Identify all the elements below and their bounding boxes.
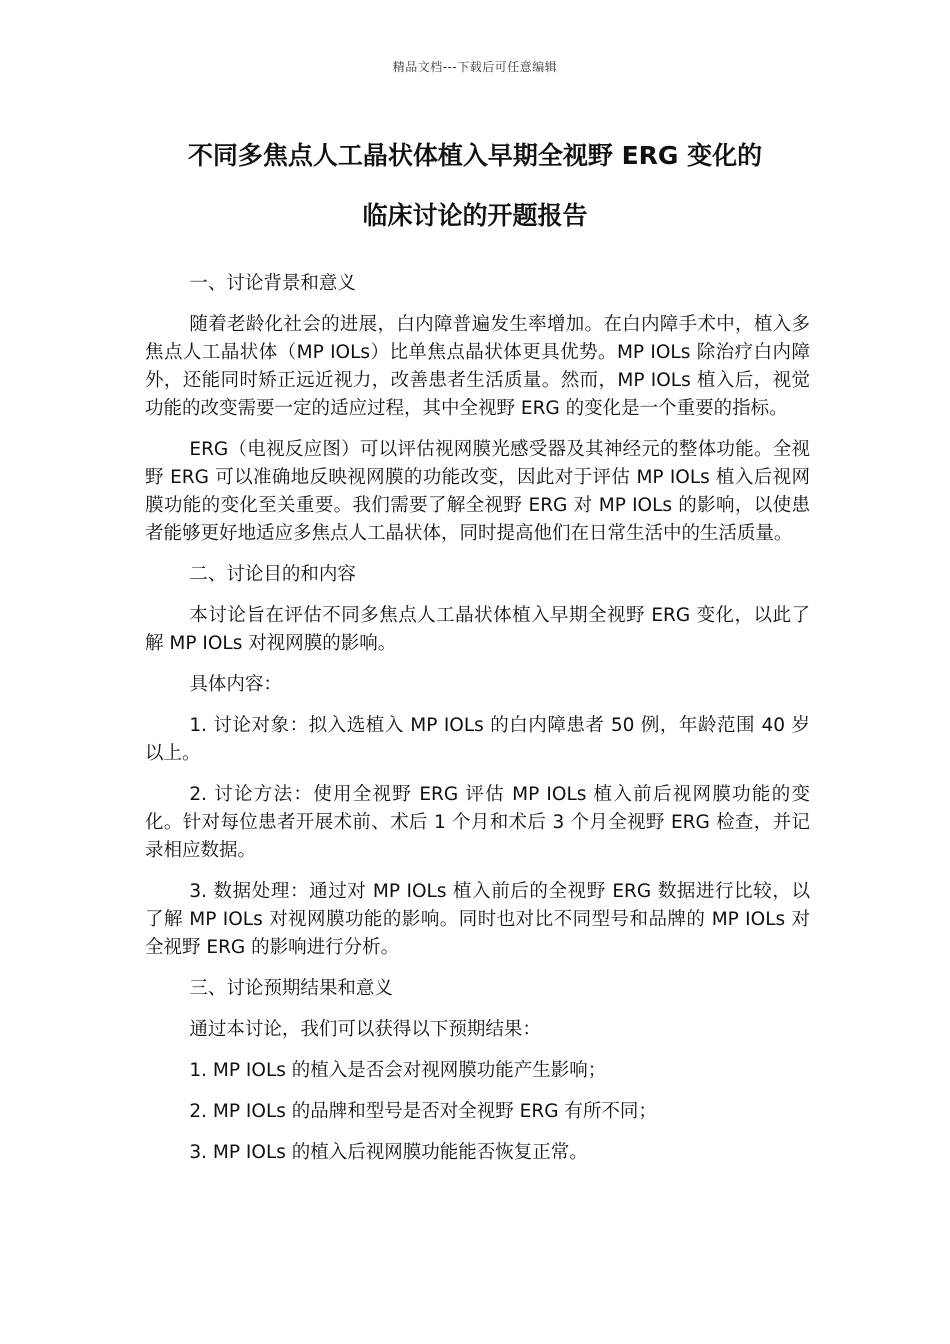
list-item-result-1: 1. MP IOLs 的植入是否会对视网膜功能产生影响； xyxy=(189,1060,607,1081)
list-item-methods: 2. 讨论方法：使用全视野 ERG 评估 MP IOLs 植入前后视网膜功能的变化。针对每位患者开展术前、术后 1 个月和术后 3 个月全视野 ERG 检查，并记录相应数据。 xyxy=(145,784,810,861)
list-item-result-2: 2. MP IOLs 的品牌和型号是否对全视野 ERG 有所不同； xyxy=(189,1101,657,1122)
document-body xyxy=(145,270,810,1180)
section-heading-purpose: 二、讨论目的和内容 xyxy=(189,564,356,585)
paragraph-specific-content: 具体内容： xyxy=(189,674,282,695)
paragraph-expected-intro: 通过本讨论，我们可以获得以下预期结果： xyxy=(189,1019,541,1040)
page-header: 精品文档---下载后可任意编辑 xyxy=(392,60,558,74)
paragraph-purpose-1: 本讨论旨在评估不同多焦点人工晶状体植入早期全视野 ERG 变化，以此了解 MP IOLs 对视网膜的影响。 xyxy=(145,605,810,654)
paragraph-background-1: 随着老龄化社会的进展，白内障普遍发生率增加。在白内障手术中，植入多焦点人工晶状体（MP IOLs）比单焦点晶状体更具优势。MP IOLs 除治疗白内障外，还能同时矫正远近视力，改善患者生活质量。然而，MP IOLs 植入后，视觉功能的改变需要一定的适应过程，其中全视野 ERG 的变化是一个重要的指标。 xyxy=(145,314,810,419)
list-item-data-processing: 3. 数据处理：通过对 MP IOLs 植入前后的全视野 ERG 数据进行比较，以了解 MP IOLs 对视网膜功能的影响。同时也对比不同型号和品牌的 MP IOLs 对全视野 ERG 的影响进行分析。 xyxy=(145,881,810,958)
list-item-result-3: 3. MP IOLs 的植入后视网膜功能能否恢复正常。 xyxy=(189,1142,588,1163)
section-heading-background: 一、讨论背景和意义 xyxy=(189,273,356,294)
section-heading-expected-results: 三、讨论预期结果和意义 xyxy=(189,978,393,999)
paragraph-background-2: ERG（电视反应图）可以评估视网膜光感受器及其神经元的整体功能。全视野 ERG 可以准确地反映视网膜的功能改变，因此对于评估 MP IOLs 植入后视网膜功能的变化至关重要。我们需要了解全视野 ERG 对 MP IOLs 的影响，以使患者能够更好地适应多焦点人工晶状体，同时提高他们在日常生活中的生活质量。 xyxy=(145,439,810,544)
title-line-1: 不同多焦点人工晶状体植入早期全视野 ERG 变化的 xyxy=(187,141,763,170)
document-title xyxy=(140,126,810,246)
title-line-2: 临床讨论的开题报告 xyxy=(362,201,588,230)
list-item-subjects: 1. 讨论对象：拟入选植入 MP IOLs 的白内障患者 50 例，年龄范围 40 岁以上。 xyxy=(145,715,810,764)
